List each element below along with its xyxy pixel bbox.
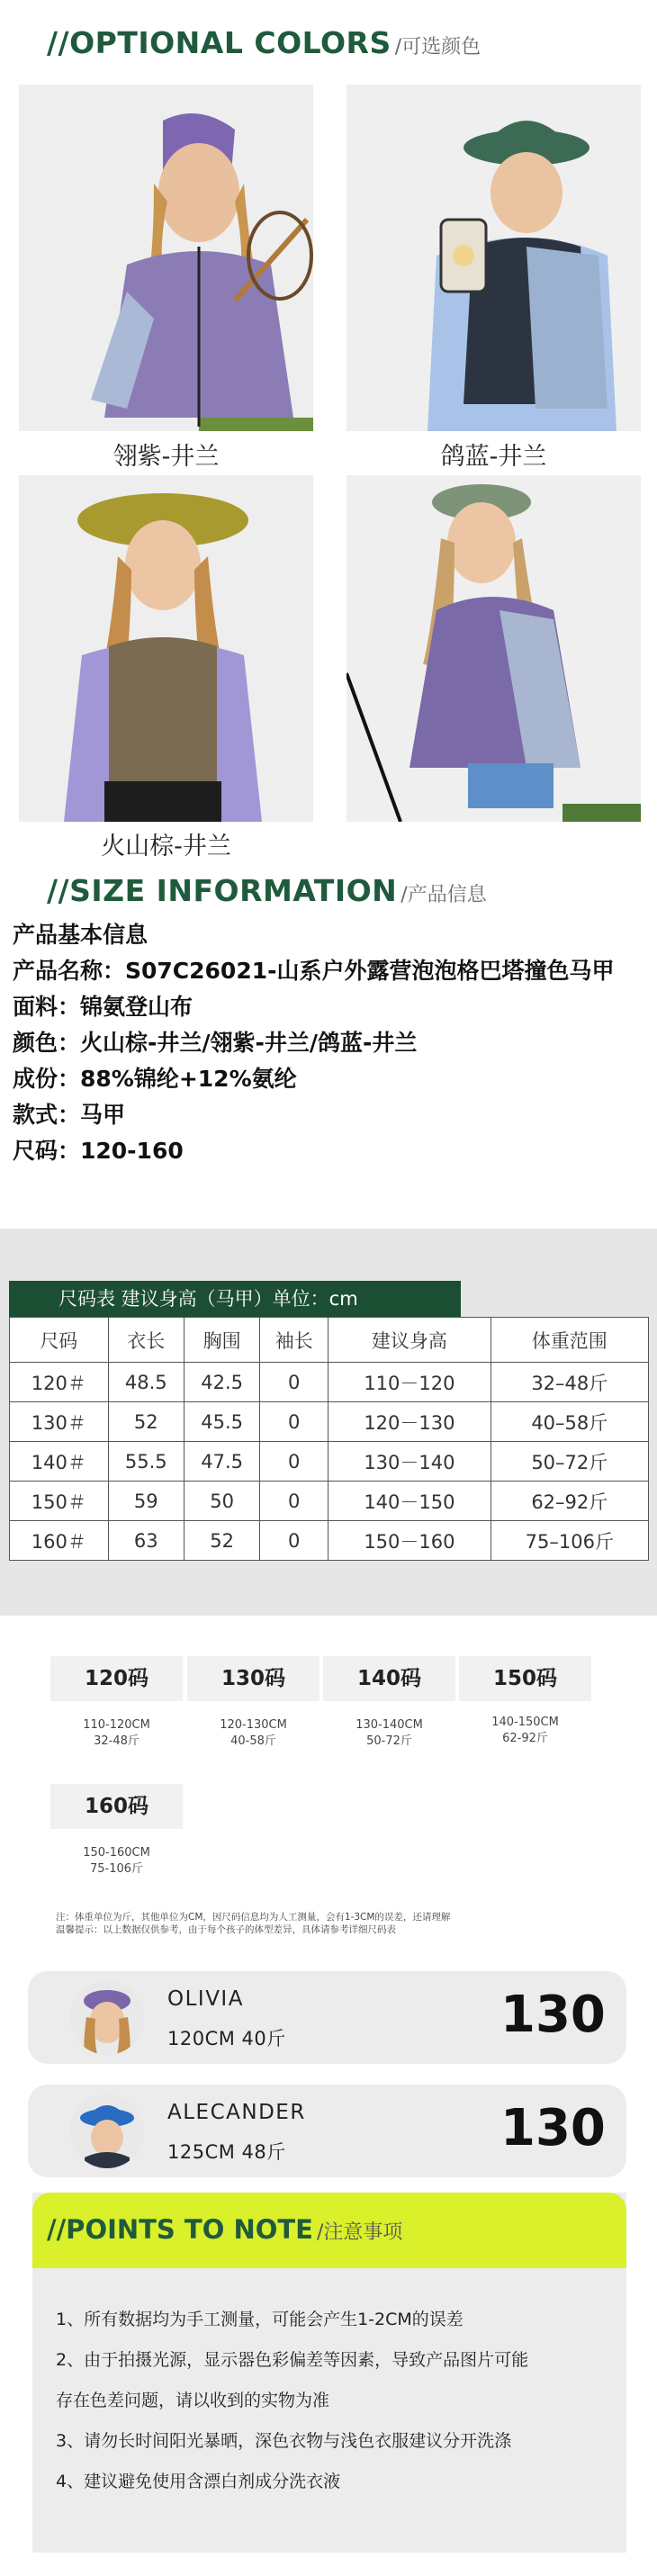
table-cell: 59 [108, 1482, 184, 1521]
size-section-subtitle: /产品信息 [400, 884, 487, 906]
table-header-cell: 胸围 [184, 1318, 259, 1363]
table-cell: 150＃ [10, 1482, 109, 1521]
table-cell: 0 [260, 1363, 328, 1402]
size-table-caption: 尺码表 建议身高（马甲）单位：cm [9, 1281, 461, 1317]
table-cell: 130＃ [10, 1402, 109, 1442]
size-chip-120-weight: 32-48斤 [94, 1734, 140, 1748]
size-chip-140-weight: 50-72斤 [366, 1734, 412, 1748]
table-cell: 110－120 [328, 1363, 490, 1402]
table-row [10, 1402, 649, 1442]
size-chip-150-height: 140-150CM [491, 1716, 559, 1729]
table-cell: 50–72斤 [490, 1442, 648, 1482]
table-cell: 75–106斤 [490, 1521, 648, 1561]
product-colors: 颜色：火山棕-井兰/翎紫-井兰/鸽蓝-井兰 [13, 1030, 418, 1056]
table-header-cell: 体重范围 [490, 1318, 648, 1363]
table-cell: 62–92斤 [490, 1482, 648, 1521]
photo-caption-2: 鸽蓝-井兰 [440, 443, 547, 471]
product-photo-purple-2 [346, 475, 641, 822]
product-name: 产品名称：S07C26021-山系户外露营泡泡格巴塔撞色马甲 [13, 958, 615, 984]
model-avatar-olivia [70, 1981, 144, 2055]
size-chip-120: 120码 [50, 1656, 183, 1701]
table-cell: 0 [260, 1482, 328, 1521]
fine-print-1: 注：体重单位为斤，其他单位为CM，因尺码信息均为人工测量，会有1-3CM的误差，还请理解 [56, 1912, 451, 1923]
model-spec-alecander: 125CM 48斤 [167, 2141, 286, 2163]
colors-section-header [47, 25, 481, 60]
table-cell: 150－160 [328, 1521, 490, 1561]
size-chip-130-weight: 40-58斤 [230, 1734, 276, 1748]
size-chip-150-weight: 62-92斤 [502, 1732, 548, 1745]
model-spec-olivia: 120CM 40斤 [167, 2028, 286, 2049]
table-cell: 0 [260, 1521, 328, 1561]
product-photo-navy [346, 85, 641, 431]
size-chip-140-height: 130-140CM [356, 1718, 423, 1732]
table-cell: 52 [108, 1402, 184, 1442]
table-row [10, 1482, 649, 1521]
note-item: 存在色差问题，请以收到的实物为准 [56, 2391, 330, 2410]
table-cell: 63 [108, 1521, 184, 1561]
fine-print-2: 温馨提示：以上数据仅供参考，由于每个孩子的体型差异，具体请参考详细尺码表 [56, 1924, 396, 1935]
model-name-olivia: OLIVIA [167, 1987, 244, 2011]
notes-section-header [47, 2214, 402, 2245]
product-composition: 成份：88%锦纶+12%氨纶 [13, 1066, 297, 1092]
size-chip-160-weight: 75-106斤 [89, 1862, 144, 1876]
size-chip-150: 150码 [459, 1656, 591, 1701]
note-item: 1、所有数据均为手工测量，可能会产生1-2CM的误差 [56, 2310, 464, 2329]
table-cell: 40–58斤 [490, 1402, 648, 1442]
table-header-cell: 袖长 [260, 1318, 328, 1363]
product-style: 款式：马甲 [13, 1102, 126, 1128]
table-header-cell: 尺码 [10, 1318, 109, 1363]
table-cell: 0 [260, 1402, 328, 1442]
table-cell: 140－150 [328, 1482, 490, 1521]
table-row [10, 1363, 649, 1402]
note-item: 4、建议避免使用含漂白剂成分洗衣液 [56, 2472, 341, 2491]
table-cell: 130－140 [328, 1442, 490, 1482]
size-table-header [10, 1318, 649, 1363]
table-header-cell: 建议身高 [328, 1318, 490, 1363]
size-section-header [47, 873, 487, 908]
notes-section-title: //POINTS TO NOTE [47, 2214, 313, 2245]
size-chip-130-height: 120-130CM [220, 1718, 287, 1732]
table-row [10, 1521, 649, 1561]
table-cell: 48.5 [108, 1363, 184, 1402]
product-info-heading: 产品基本信息 [13, 922, 148, 948]
model-size-olivia: 130 [500, 1986, 606, 2044]
colors-section-title: //OPTIONAL COLORS [47, 25, 392, 60]
table-header-cell: 衣长 [108, 1318, 184, 1363]
table-cell: 140＃ [10, 1442, 109, 1482]
table-cell: 32–48斤 [490, 1363, 648, 1402]
notes-section-subtitle: /注意事项 [316, 2221, 403, 2244]
size-section-title: //SIZE INFORMATION [47, 873, 398, 908]
product-photo-purple [19, 85, 313, 431]
product-size-range: 尺码：120-160 [13, 1138, 184, 1164]
colors-section-subtitle: /可选颜色 [394, 36, 482, 59]
table-cell: 52 [184, 1521, 259, 1561]
table-cell: 120－130 [328, 1402, 490, 1442]
photo-caption-3: 火山棕-井兰 [101, 833, 231, 860]
size-chip-120-height: 110-120CM [83, 1718, 150, 1732]
model-avatar-alecander [70, 2094, 144, 2168]
note-item: 2、由于拍摄光源，显示器色彩偏差等因素，导致产品图片可能 [56, 2350, 529, 2370]
table-cell: 160＃ [10, 1521, 109, 1561]
table-cell: 47.5 [184, 1442, 259, 1482]
product-photo-brown [19, 475, 313, 822]
model-name-alecander: ALECANDER [167, 2101, 306, 2124]
note-item: 3、请勿长时间阳光暴晒，深色衣物与浅色衣服建议分开洗涤 [56, 2431, 512, 2451]
table-cell: 55.5 [108, 1442, 184, 1482]
photo-caption-1: 翎紫-井兰 [112, 443, 220, 471]
table-cell: 45.5 [184, 1402, 259, 1442]
size-chip-140: 140码 [323, 1656, 455, 1701]
table-row [10, 1442, 649, 1482]
size-chip-160-height: 150-160CM [83, 1846, 150, 1860]
size-table [9, 1317, 649, 1561]
table-cell: 0 [260, 1442, 328, 1482]
table-cell: 50 [184, 1482, 259, 1521]
table-cell: 42.5 [184, 1363, 259, 1402]
table-cell: 120＃ [10, 1363, 109, 1402]
model-size-alecander: 130 [500, 2099, 606, 2157]
size-chip-130: 130码 [187, 1656, 320, 1701]
product-fabric: 面料：锦氨登山布 [13, 994, 194, 1020]
size-chip-160: 160码 [50, 1784, 183, 1829]
